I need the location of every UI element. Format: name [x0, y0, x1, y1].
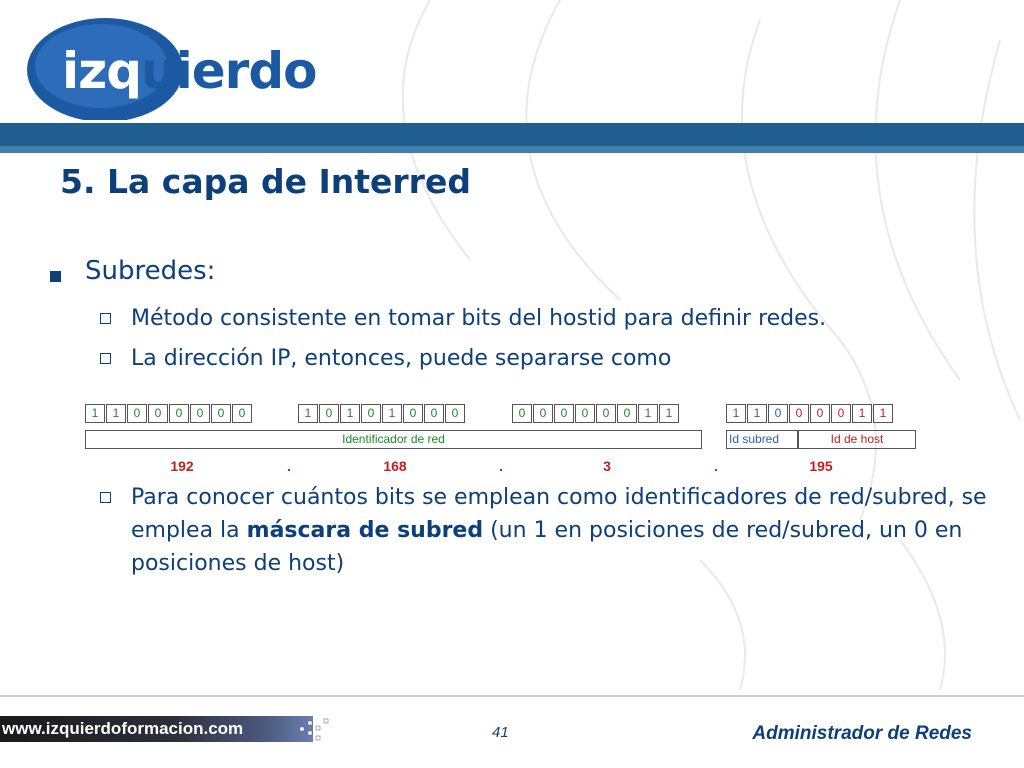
octet-decimal: 192: [170, 458, 194, 474]
bit-cell: 0: [445, 404, 465, 423]
bit-cell: 1: [873, 404, 893, 423]
bit-cell: 1: [659, 404, 679, 423]
bit-cell: 0: [533, 404, 553, 423]
bit-cell: 0: [789, 404, 809, 423]
company-logo: [25, 10, 325, 120]
bit-cell: 0: [831, 404, 851, 423]
hollow-square-bullet-icon: [100, 353, 111, 364]
bit-cell: 1: [382, 404, 402, 423]
sub-bullet-ip-split: [100, 342, 980, 376]
bit-cell: 0: [512, 404, 532, 423]
bit-cell: 1: [298, 404, 318, 423]
sub-bullet-text: Para conocer cuántos bits se emplean como identificadores de red/subred, se emplea la máscara de subred (un 1 en posiciones de red/subred, un 0 en posiciones de host): [131, 485, 987, 576]
network-id-label: Identificador de red: [85, 430, 702, 449]
bit-cell: 0: [403, 404, 423, 423]
bit-cell: 1: [726, 404, 746, 423]
bit-cell: 0: [361, 404, 381, 423]
octet-separator: .: [287, 458, 291, 474]
header-band: [0, 123, 1024, 146]
bit-cell: 1: [106, 404, 126, 423]
bit-cell: 1: [340, 404, 360, 423]
sub-bullet-subnet-mask: [100, 481, 1000, 591]
bit-cell: 1: [747, 404, 767, 423]
octet-separator: .: [714, 458, 718, 474]
bit-cell: 0: [319, 404, 339, 423]
sub-bullet-method: [100, 302, 980, 336]
bit-cell: 0: [617, 404, 637, 423]
bit-cell: 0: [190, 404, 210, 423]
sub-bullet-text: Método consistente en tomar bits del hostid para definir redes.: [131, 306, 827, 331]
hollow-square-bullet-icon: [100, 313, 111, 324]
dots-decoration-icon: [296, 715, 336, 745]
bit-cell: 0: [424, 404, 444, 423]
bullet-subredes: Subredes:: [85, 256, 216, 286]
footer-divider: [0, 695, 1024, 697]
bit-cell: 0: [575, 404, 595, 423]
octet-decimal: 3: [603, 458, 611, 474]
bit-cell: 0: [211, 404, 231, 423]
page-number: 41: [492, 724, 509, 741]
bit-cell: 0: [232, 404, 252, 423]
slide-title: 5. La capa de Interred: [60, 162, 471, 201]
logo-wordmark: izquierdo: [62, 42, 317, 100]
bit-cell: 0: [554, 404, 574, 423]
footer-website-link[interactable]: www.izquierdoformacion.com: [0, 716, 313, 742]
bit-cell: 1: [852, 404, 872, 423]
bit-cell: 0: [148, 404, 168, 423]
bit-cell: 0: [169, 404, 189, 423]
course-name: Administrador de Redes: [752, 723, 972, 744]
octet-decimal: 168: [383, 458, 407, 474]
sub-bullet-text: La dirección IP, entonces, puede separarse como: [131, 346, 672, 371]
bit-cell: 0: [127, 404, 147, 423]
host-id-label: Id de host: [798, 430, 916, 449]
octet-separator: .: [499, 458, 503, 474]
header-band-accent: [0, 146, 1024, 153]
bit-cell: 1: [638, 404, 658, 423]
subnet-mask-term: máscara de subred: [246, 518, 484, 543]
bit-cell: 0: [810, 404, 830, 423]
square-bullet-icon: [50, 271, 61, 282]
subnet-id-label: Id subred: [726, 430, 798, 449]
octet-decimal: 195: [809, 458, 833, 474]
ip-bit-diagram: [85, 404, 925, 474]
hollow-square-bullet-icon: [100, 492, 111, 503]
bit-cell: 0: [596, 404, 616, 423]
bit-cell: 0: [768, 404, 788, 423]
bit-cell: 1: [85, 404, 105, 423]
